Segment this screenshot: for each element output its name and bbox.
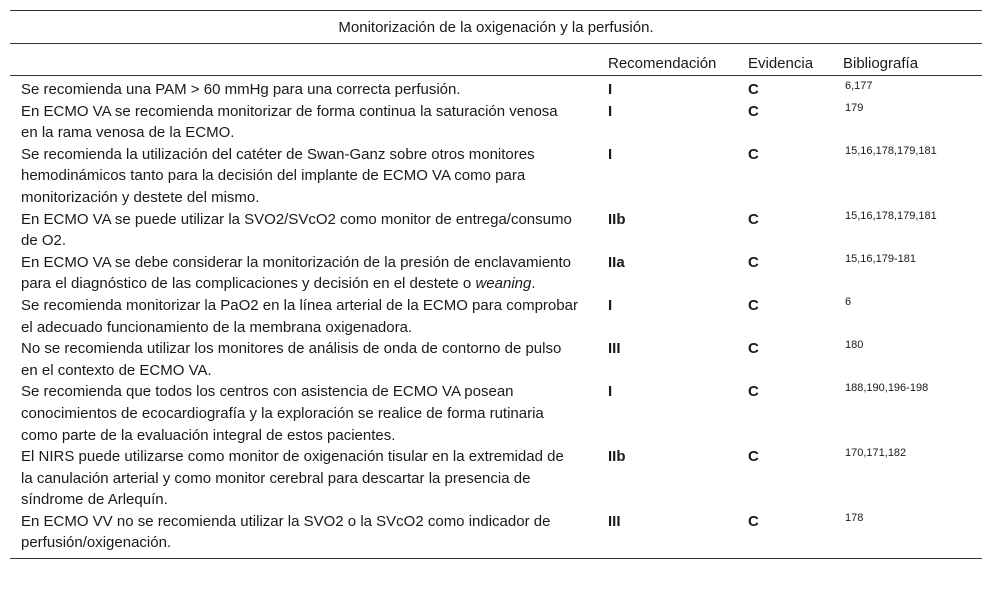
table-row — [10, 101, 982, 144]
recommendation-text: Se recomienda monitorizar la PaO2 en la línea arterial de la ECMO para comprobar el adecuado funcionamiento de la membrana oxigenadora. — [21, 296, 578, 336]
header-bibliography: Bibliografía — [843, 55, 919, 72]
header-evidence: Evidencia — [748, 55, 814, 72]
recommendations-table — [10, 10, 982, 559]
recommendation-text: Se recomienda la utilización del catéter de Swan-Ganz sobre otros monitores hemodinámicos tanto para la decisión del implante de ECMO VA como para monitorización y destete del mismo. — [21, 145, 535, 206]
evidence-level: C — [748, 340, 759, 358]
table-body — [10, 76, 982, 559]
recommendation-level: IIb — [608, 448, 626, 466]
recommendation-text: Se recomienda una PAM > 60 mmHg para una correcta perfusión. — [21, 81, 461, 98]
bibliography-refs: 170,171,182 — [845, 447, 907, 460]
header-level: Recomendación — [608, 55, 717, 72]
recommendation-text — [10, 252, 598, 295]
recommendation-text: En ECMO VA se puede utilizar la SVO2/SVcO2 como monitor de entrega/consumo de O2. — [21, 210, 572, 250]
evidence-level: C — [748, 448, 759, 466]
recommendation-level: III — [608, 340, 621, 358]
table-row — [10, 144, 982, 209]
recommendation-text: El NIRS puede utilizarse como monitor de oxigenación tisular en la extremidad de la canulación arterial y como monitor cerebral para descartar la presencia de síndrome de Arlequín. — [21, 448, 564, 509]
recommendation-text: En ECMO VA se recomienda monitorizar de forma continua la saturación venosa en la rama venosa de la ECMO. — [21, 102, 558, 142]
recommendation-level: I — [608, 145, 613, 163]
bibliography-refs: 15,16,178,179,181 — [845, 144, 937, 157]
recommendation-text: No se recomienda utilizar los monitores de análisis de onda de contorno de pulso en el contexto de ECMO VA. — [21, 340, 562, 379]
table-row — [10, 252, 982, 295]
recommendation-text-before: En ECMO VA se debe considerar la monitorización de la presión de enclavamiento para el diagnóstico de las complicaciones y decisión en el destete o — [21, 253, 572, 293]
table-title: Monitorización de la oxigenación y la perfusión. — [10, 10, 982, 44]
bibliography-refs: 15,16,179-181 — [845, 252, 916, 265]
recommendation-level: I — [608, 81, 613, 98]
evidence-level: C — [748, 296, 759, 314]
bibliography-refs: 15,16,178,179,181 — [845, 209, 937, 222]
recommendation-level: I — [608, 383, 613, 401]
evidence-level: C — [748, 383, 759, 401]
table-row — [10, 446, 982, 511]
evidence-level: C — [748, 145, 759, 163]
evidence-level: C — [748, 210, 759, 228]
evidence-level: C — [748, 512, 759, 530]
table-row — [10, 209, 982, 252]
recommendation-level: I — [608, 102, 613, 120]
evidence-level: C — [748, 102, 759, 120]
recommendation-level: IIa — [608, 253, 625, 271]
table-row — [10, 381, 982, 446]
recommendation-level: III — [608, 512, 621, 530]
table-row — [10, 295, 982, 338]
evidence-level: C — [748, 253, 759, 271]
evidence-level: C — [748, 81, 759, 98]
header-recommendation-text — [10, 72, 598, 75]
recommendation-text: En ECMO VV no se recomienda utilizar la SVO2 o la SVcO2 como indicador de perfusión/oxigenación. — [21, 512, 551, 552]
recommendation-level: IIb — [608, 210, 626, 228]
recommendation-level: I — [608, 296, 613, 314]
table-header-row — [10, 44, 982, 76]
bibliography-refs: 179 — [845, 101, 864, 114]
bibliography-refs: 188,190,196-198 — [845, 382, 929, 395]
recommendation-text-italic: weaning — [475, 275, 532, 293]
table-row — [10, 338, 982, 381]
recommendation-text: Se recomienda que todos los centros con asistencia de ECMO VA posean conocimientos de ecocardiografía y la exploración se realice de forma rutinaria como parte de la evaluación integral de estos pacientes. — [21, 383, 544, 444]
bibliography-refs: 6 — [845, 295, 852, 308]
bibliography-refs: 178 — [845, 511, 864, 524]
recommendation-text-after: . — [531, 275, 536, 293]
table-row — [10, 79, 982, 101]
bibliography-refs: 180 — [845, 339, 864, 352]
bibliography-refs: 6,177 — [845, 80, 873, 92]
table-row — [10, 511, 982, 554]
